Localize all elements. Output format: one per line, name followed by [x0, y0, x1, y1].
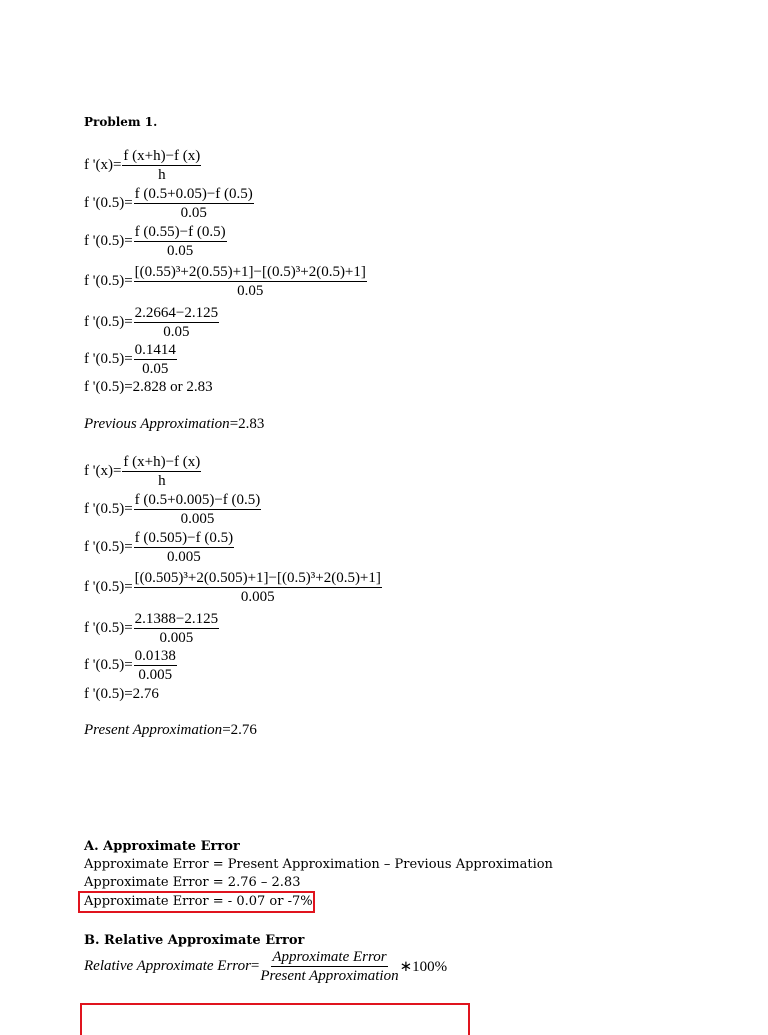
formula-lhs: Relative Approximate Error [84, 958, 251, 974]
present-approximation [84, 722, 257, 739]
formula-rhs: ∗100% [399, 959, 448, 975]
fraction-numerator: [(0.505)³+2(0.505)+1]−[(0.5)³+2(0.5)+1] [134, 570, 381, 586]
step-lhs: f '(0.5)= [84, 314, 133, 330]
fraction-numerator: f (0.5+0.005)−f (0.5) [134, 492, 261, 508]
fraction-numerator: f (x+h)−f (x) [123, 454, 201, 470]
section-a-line: Approximate Error = 2.76 – 2.83 [84, 875, 301, 890]
part1-step [84, 186, 255, 221]
fraction-numerator: f (0.55)−f (0.5) [134, 224, 226, 240]
fraction-numerator: f (0.5+0.05)−f (0.5) [134, 186, 253, 202]
highlight-box [78, 891, 315, 913]
fraction [134, 342, 177, 377]
fraction [134, 530, 234, 565]
problem-title: Problem 1. [84, 115, 158, 129]
step-lhs: f '(0.5)= [84, 579, 133, 595]
fraction [260, 949, 398, 984]
fraction [122, 148, 201, 183]
part2-result: f '(0.5)=2.76 [84, 686, 159, 702]
step-lhs: f '(0.5)= [84, 501, 133, 517]
part2-step [84, 570, 383, 605]
fraction [134, 224, 227, 259]
fraction-denominator: h [158, 473, 166, 489]
fraction-denominator: 0.005 [138, 667, 173, 683]
section-a-heading: A. Approximate Error [84, 839, 240, 854]
approx-label: Present Approximation [84, 722, 223, 738]
section-a-line: Approximate Error = - 0.07 or -7% [84, 894, 313, 909]
step-lhs: f '(x)= [84, 463, 122, 479]
part2-step [84, 454, 202, 489]
fraction-denominator: 0.005 [180, 511, 215, 527]
fraction-numerator: [(0.55)³+2(0.55)+1]−[(0.5)³+2(0.5)+1] [134, 264, 366, 280]
step-lhs: f '(0.5)= [84, 620, 133, 636]
fraction-denominator: 0.05 [167, 243, 194, 259]
fraction [134, 186, 254, 221]
fraction [134, 648, 177, 683]
fraction-numerator: 2.1388−2.125 [134, 611, 219, 627]
step-lhs: f '(0.5)= [84, 233, 133, 249]
part2-step [84, 611, 220, 646]
part1-step [84, 224, 228, 259]
part2-step [84, 648, 178, 683]
step-lhs: f '(0.5)= [84, 273, 133, 289]
answer-highlight-box [80, 1003, 470, 1035]
approx-value: =2.83 [229, 416, 265, 432]
fraction-denominator: 0.005 [167, 549, 201, 565]
fraction-denominator: 0.05 [142, 361, 169, 377]
approx-value: =2.76 [222, 722, 257, 738]
section-a-line: Approximate Error = Present Approximation – Previous Approximation [84, 857, 553, 872]
step-lhs: f '(0.5)= [84, 657, 133, 673]
fraction-numerator: f (0.505)−f (0.5) [134, 530, 234, 546]
fraction-numerator: f (x+h)−f (x) [123, 148, 201, 164]
fraction [134, 492, 262, 527]
fraction [134, 264, 367, 299]
section-b-heading: B. Relative Approximate Error [84, 933, 305, 948]
part1-step [84, 305, 220, 340]
part1-step [84, 342, 178, 377]
fraction-denominator: 0.05 [180, 205, 207, 221]
previous-approximation [84, 416, 264, 433]
fraction [122, 454, 201, 489]
formula-equals: = [250, 958, 260, 974]
fraction-denominator: Present Approximation [260, 968, 399, 984]
fraction-numerator: Approximate Error [272, 949, 387, 965]
approx-label: Previous Approximation [84, 416, 230, 432]
fraction-numerator: 0.1414 [134, 342, 176, 358]
part1-step [84, 264, 368, 299]
fraction-denominator: 0.05 [237, 283, 264, 299]
step-lhs: f '(x)= [84, 157, 122, 173]
part1-result: f '(0.5)=2.828 or 2.83 [84, 379, 213, 395]
part2-step [84, 530, 235, 565]
fraction-denominator: 0.005 [240, 589, 275, 605]
part2-step [84, 492, 262, 527]
fraction-numerator: 2.2664−2.125 [134, 305, 219, 321]
relative-error-formula [84, 949, 447, 984]
fraction-denominator: 0.05 [163, 324, 190, 340]
fraction [134, 611, 219, 646]
fraction-denominator: h [158, 167, 166, 183]
fraction [134, 570, 382, 605]
step-lhs: f '(0.5)= [84, 539, 133, 555]
step-lhs: f '(0.5)= [84, 351, 133, 367]
fraction [134, 305, 219, 340]
fraction-denominator: 0.005 [159, 630, 194, 646]
fraction-numerator: 0.0138 [134, 648, 176, 664]
part1-step [84, 148, 202, 183]
step-lhs: f '(0.5)= [84, 195, 133, 211]
